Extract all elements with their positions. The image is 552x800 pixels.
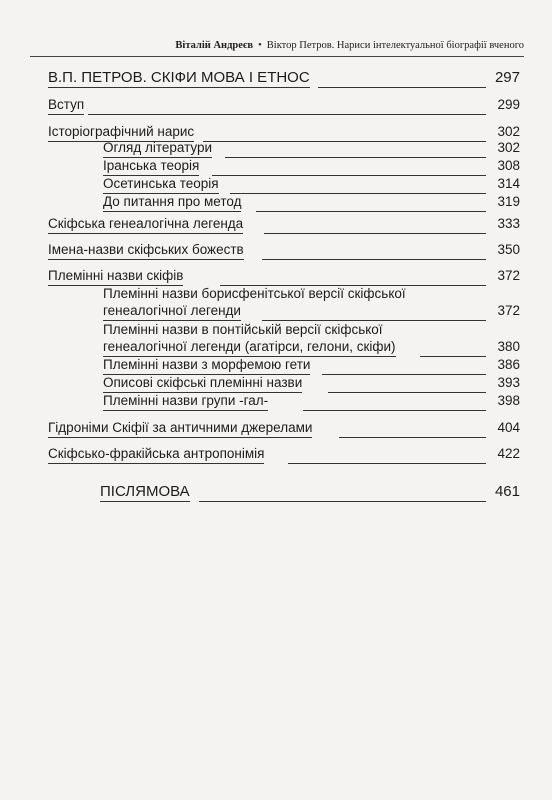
toc-entry-page: 297 [494, 69, 520, 86]
toc-entry-imena-nazvy-bozhestv[interactable] [0, 242, 520, 260]
toc-entry-iranska-teoriia[interactable] [0, 158, 520, 176]
toc-entry-title: До питання про метод [103, 194, 241, 212]
toc-entry-page: 461 [494, 483, 520, 500]
toc-leader [303, 410, 486, 411]
toc-entry-page: 372 [497, 303, 520, 318]
toc-leader [339, 437, 486, 438]
toc-entry-page: 404 [497, 420, 520, 435]
toc-entry-title: Імена-назви скіфських божеств [48, 242, 244, 260]
toc-entry-title: Описові скіфські племінні назви [103, 375, 302, 393]
toc-entry-title: Племінні назви скіфів [48, 268, 183, 286]
header-author: Віталій Андреєв [175, 40, 254, 51]
toc-leader [264, 233, 486, 234]
toc-entry-page: 393 [497, 375, 520, 390]
toc-entry-page: 302 [497, 140, 520, 155]
toc-entry-title: генеалогічної легенди (агатірси, гелони, скіфи) [103, 339, 396, 357]
toc-entry-title: Скіфсько-фракійська антропонімія [48, 446, 264, 464]
toc-entry-page: 350 [497, 242, 520, 257]
toc-entry-osetynska-teoriia[interactable] [0, 176, 520, 194]
toc-entry-title: Вступ [48, 97, 84, 115]
toc-leader [199, 501, 486, 502]
toc-entry-page: 299 [497, 97, 520, 112]
toc-entry-title: Скіфська генеалогічна легенда [48, 216, 243, 234]
toc-entry-title: В.П. ПЕТРОВ. СКІФИ МОВА І ЕТНОС [48, 69, 310, 86]
running-head [0, 40, 524, 51]
toc-entry-pisliamova[interactable] [0, 484, 520, 502]
toc-entry-pleminni-nazvy-skifiv[interactable] [0, 268, 520, 286]
toc-entry-petrov-skify[interactable] [0, 70, 520, 88]
toc-leader [318, 87, 486, 88]
toc-leader [88, 114, 486, 115]
toc-entry-borysfenitska-versiia[interactable] [0, 303, 520, 321]
toc-entry-title-line1: Племінні назви в понтійській версії скіфської [103, 322, 383, 337]
toc-entry-page: 319 [497, 194, 520, 209]
toc-entry-page: 422 [497, 446, 520, 461]
toc-entry-page: 372 [497, 268, 520, 283]
toc-entry-title: Осетинська теорія [103, 176, 219, 194]
toc-entry-page: 380 [497, 339, 520, 354]
toc-entry-title: Гідроніми Скіфії за античними джерелами [48, 420, 312, 438]
toc-entry-antroponimiia[interactable] [0, 446, 520, 464]
toc-entry-title: Огляд літератури [103, 140, 212, 158]
toc-entry-page: 308 [497, 158, 520, 173]
toc-entry-title: Племінні назви з морфемою гети [103, 357, 310, 375]
toc-leader [256, 211, 486, 212]
toc-entry-title: генеалогічної легенди [103, 303, 241, 321]
toc-entry-title-line1: Племінні назви борисфенітської версії скіфської [103, 286, 406, 301]
toc-entry-opysovi-nazvy[interactable] [0, 375, 520, 393]
header-rule [30, 56, 524, 57]
header-separator: • [258, 40, 262, 51]
toc-entry-page: 386 [497, 357, 520, 372]
toc-leader [288, 463, 486, 464]
toc-entry-do-pytannia-pro-metod[interactable] [0, 194, 520, 212]
toc-entry-title: ПІСЛЯМОВА [100, 483, 190, 500]
toc-entry-hidronimy-skifii[interactable] [0, 420, 520, 438]
toc-entry-pontiiska-versiia[interactable] [0, 339, 520, 357]
header-title: Віктор Петров. Нариси інтелектуальної біографії вченого [266, 40, 524, 51]
toc-entry-hrupa-hal[interactable] [0, 393, 520, 411]
toc-entry-page: 398 [497, 393, 520, 408]
toc-leader [262, 259, 486, 260]
toc-entry-morfema-hety[interactable] [0, 357, 520, 375]
toc-leader [262, 320, 486, 321]
toc-entry-title: Іранська теорія [103, 158, 199, 176]
toc-entry-henealohichna-lehenda[interactable] [0, 216, 520, 234]
toc-entry-title: Історіографічний нарис [48, 124, 194, 142]
toc-entry-title: Племінні назви групи -гал- [103, 393, 268, 411]
toc-entry-vstup[interactable] [0, 97, 520, 115]
toc-entry-page: 302 [497, 124, 520, 139]
toc-entry-page: 333 [497, 216, 520, 231]
toc-entry-ohliad-literatury[interactable] [0, 140, 520, 158]
toc-entry-page: 314 [497, 176, 520, 191]
